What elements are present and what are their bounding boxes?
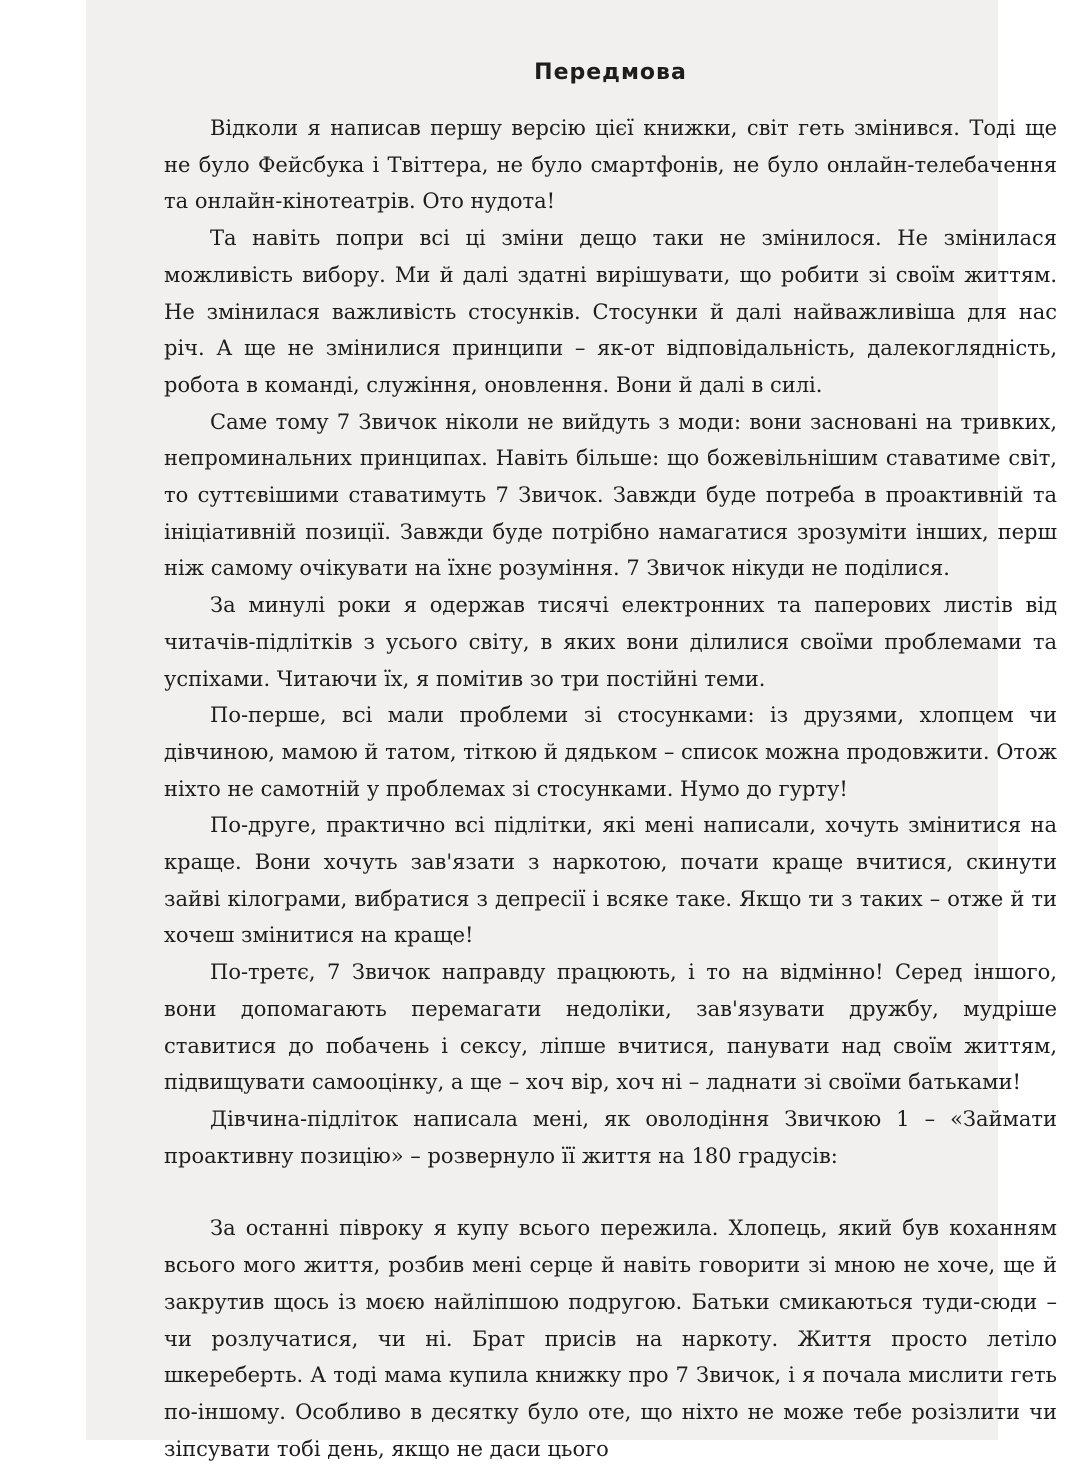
paragraph: По-друге, практично всі підлітки, які мені написали, хочуть змінитися на краще. Вони хочуть зав'язати з наркотою, почати краще вчитися, скинути зайві кілограми, вибратися з депресії і всяке таке. Якщо ти з таких – отже й ти хочеш змінитися на краще! bbox=[164, 813, 1057, 948]
paragraph: По-третє, 7 Звичок направду працюють, і то на відмінно! Серед іншого, вони допомагають перемагати недоліки, зав'язувати дружбу, мудріше ставитися до побачень і сексу, ліпше вчитися, панувати над своїм життям, підвищувати самооцінку, а ще – хоч вір, хоч ні – ладнати зі своїми батьками! bbox=[164, 960, 1057, 1095]
paragraph: Відколи я написав першу версію цієї книжки, світ геть змінився. Тоді ще не було Фейсбука і Твіттера, не було смартфонів, не було онлайн-телебачення та онлайн-кінотеатрів. Ото нудота! bbox=[164, 116, 1057, 214]
chapter-heading: Передмова bbox=[534, 60, 687, 85]
paragraph: За минулі роки я одержав тисячі електронних та паперових листів від читачів-підлітків з усього світу, в яких вони ділилися своїми проблемами та успіхами. Читаючи їх, я помітив зо три постійні теми. bbox=[164, 593, 1057, 691]
paragraph: Дівчина-підліток написала мені, як оволодіння Звичкою 1 – «Займати проактивну позицію» – розвернуло її життя на 180 градусів: bbox=[164, 1106, 1057, 1168]
quote-paragraph: За останні півроку я купу всього пережила. Хлопець, який був коханням всього мого життя, розбив мені серце й навіть говорити зі мною не хоче, ще й закрутив щось із моєю найліпшою подругою. Батьки смикаються туди-сюди – чи розлучатися, чи ні. Брат присів на наркоту. Життя просто летіло шкереберть. А тоді мама купила книжку про 7 Звичок, і я почала мислити геть по-іншому. Особливо в десятку було оте, що ніхто не може тебе розізлити чи зіпсувати тобі день, якщо не даси цього bbox=[164, 1216, 1057, 1461]
page-content bbox=[164, 58, 1057, 1467]
paragraph: Та навіть попри всі ці зміни дещо таки не змінилося. Не змінилася можливість вибору. Ми й далі здатні вирішувати, що робити зі своїм життям. Не змінилася важливість стосунків. Стосунки й далі найважливіша для нас річ. А ще не змінилися принципи – як-от відповідальність, далекоглядність, робота в команді, служіння, оновлення. Вони й далі в силі. bbox=[164, 226, 1057, 397]
paragraph: Саме тому 7 Звичок ніколи не вийдуть з моди: вони засновані на тривких, непроминальних принципах. Навіть більше: що божевільнішим ставатиме світ, то суттєвішими ставатимуть 7 Звичок. Завжди буде потреба в проактивній та ініціативній позиції. Завжди буде потрібно намагатися зрозуміти інших, перш ніж самому очікувати на їхнє розуміння. 7 Звичок нікуди не поділися. bbox=[164, 409, 1057, 581]
book-page bbox=[86, 0, 1058, 1461]
paragraph: По-перше, всі мали проблеми зі стосунками: із друзями, хлопцем чи дівчиною, мамою й татом, тіткою й дядьком – список можна продовжити. Отож ніхто не самотній у проблемах зі стосунками. Нумо до гурту! bbox=[164, 703, 1058, 801]
